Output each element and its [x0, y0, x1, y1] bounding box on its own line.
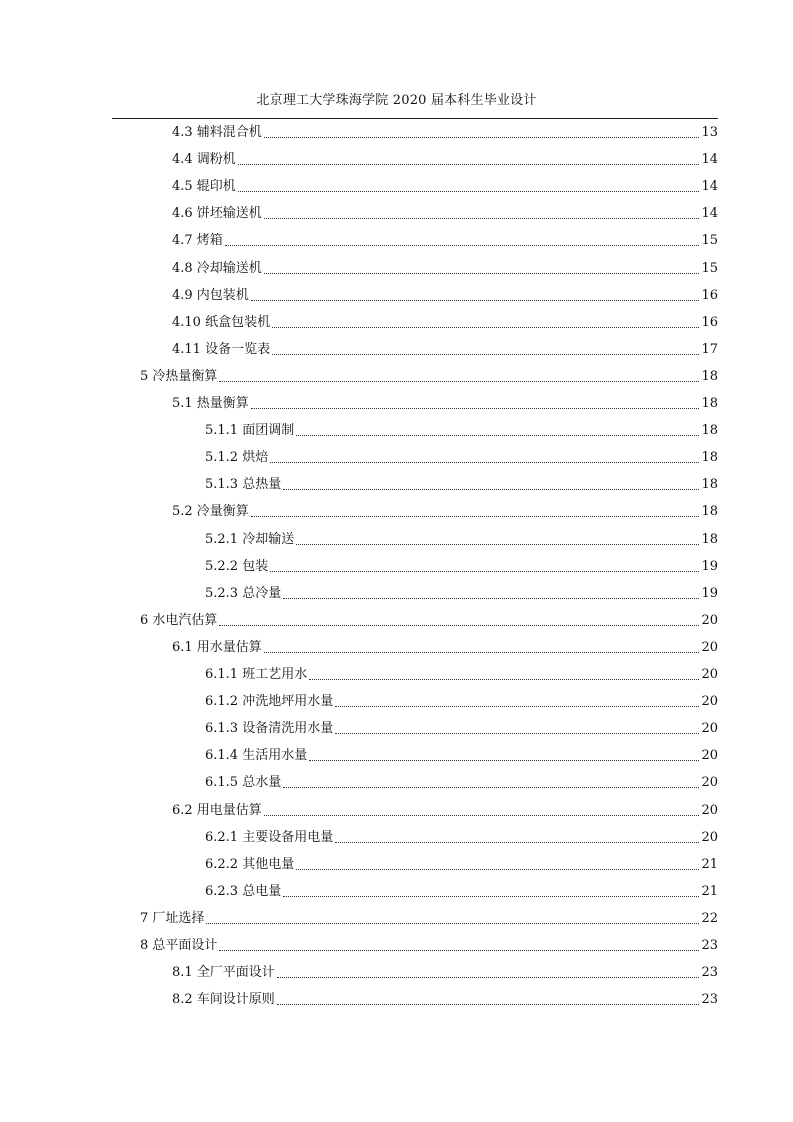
toc-entry-page-number: 20: [701, 721, 718, 737]
toc-leader-dots: [283, 489, 699, 490]
toc-leader-dots: [225, 245, 700, 246]
toc-entry-page-number: 20: [701, 802, 718, 818]
toc-entry-page-number: 21: [701, 883, 718, 899]
toc-entry-page-number: 20: [701, 775, 718, 791]
toc-entry-label: 4.3 辅料混合机: [172, 125, 262, 140]
toc-entry[interactable]: [205, 746, 718, 766]
toc-entry-page-number: 20: [701, 694, 718, 710]
toc-leader-dots: [251, 300, 700, 301]
toc-entry[interactable]: [172, 394, 718, 414]
toc-entry[interactable]: [172, 231, 718, 251]
toc-leader-dots: [264, 273, 700, 274]
toc-entry[interactable]: [205, 773, 718, 793]
toc-entry-page-number: 23: [701, 965, 718, 981]
toc-entry-label: 6.2.3 总电量: [205, 883, 282, 899]
toc-entry[interactable]: [205, 665, 718, 685]
toc-entry-page-number: 22: [701, 910, 718, 926]
toc-entry-label: 5.2.3 总冷量: [205, 585, 282, 601]
toc-entry-page-number: 18: [701, 450, 718, 466]
toc-entry-page-number: 14: [701, 206, 718, 222]
toc-leader-dots: [335, 733, 699, 734]
toc-entry[interactable]: [140, 367, 718, 387]
toc-entry[interactable]: [172, 801, 718, 821]
toc-entry-label: 8.2 车间设计原则: [172, 992, 275, 1008]
toc-entry[interactable]: [172, 259, 718, 279]
toc-entry-page-number: 18: [701, 423, 718, 439]
toc-entry-page-number: 18: [701, 396, 718, 411]
toc-entry[interactable]: [140, 936, 718, 956]
toc-entry[interactable]: [205, 475, 718, 495]
toc-leader-dots: [283, 598, 699, 599]
toc-entry-page-number: 15: [701, 233, 718, 249]
toc-entry-label: 5.1.2 烘焙: [205, 450, 269, 466]
toc-entry-page-number: 20: [701, 639, 718, 655]
toc-entry-label: 6.1 用水量估算: [172, 639, 262, 655]
toc-entry-label: 4.11 设备一览表: [172, 341, 271, 357]
toc-leader-dots: [277, 1004, 700, 1005]
toc-entry[interactable]: [205, 828, 718, 848]
toc-entry-label: 4.8 冷却输送机: [172, 260, 262, 276]
toc-entry-label: 8 总平面设计: [140, 938, 218, 953]
toc-entry-page-number: 13: [701, 125, 718, 140]
toc-entry[interactable]: [140, 611, 718, 631]
toc-leader-dots: [264, 137, 700, 138]
toc-entry-page-number: 20: [701, 612, 718, 628]
toc-entry-label: 5.1.3 总热量: [205, 477, 282, 493]
toc-leader-dots: [272, 327, 699, 328]
toc-entry-page-number: 18: [701, 477, 718, 493]
toc-entry-label: 5.2.1 冷却输送: [205, 531, 295, 547]
page-header-title: 北京理工大学珠海学院 2020 届本科生毕业设计: [256, 93, 537, 108]
toc-leader-dots: [309, 679, 699, 680]
toc-entry-label: 6.1.3 设备清洗用水量: [205, 721, 334, 737]
toc-entry[interactable]: [172, 638, 718, 658]
toc-entry[interactable]: [205, 530, 718, 550]
toc-entry-label: 4.4 调粉机: [172, 152, 236, 168]
toc-leader-dots: [283, 896, 699, 897]
toc-entry-label: 6.1.5 总水量: [205, 775, 282, 791]
toc-entry[interactable]: [172, 150, 718, 170]
toc-leader-dots: [264, 652, 700, 653]
toc-entry-label: 5.2.2 包装: [205, 558, 269, 574]
toc-entry-label: 4.6 饼坯输送机: [172, 206, 262, 222]
toc-entry-label: 6.2.1 主要设备用电量: [205, 829, 334, 845]
toc-entry[interactable]: [205, 855, 718, 875]
toc-entry-page-number: 20: [701, 829, 718, 845]
toc-entry[interactable]: [205, 421, 718, 441]
toc-entry-page-number: 20: [701, 748, 718, 764]
toc-entry-label: 5.2 冷量衡算: [172, 504, 249, 520]
toc-leader-dots: [277, 977, 700, 978]
toc-entry-page-number: 23: [701, 992, 718, 1008]
toc-entry-page-number: 23: [701, 938, 718, 953]
toc-leader-dots: [296, 435, 699, 436]
toc-entry-label: 6.1.2 冲洗地坪用水量: [205, 694, 334, 710]
toc-entry-label: 4.9 内包装机: [172, 287, 249, 303]
toc-leader-dots: [206, 923, 699, 924]
toc-entry-label: 4.10 纸盒包装机: [172, 314, 271, 330]
toc-entry-page-number: 20: [701, 667, 718, 682]
toc-entry-page-number: 17: [701, 341, 718, 357]
toc-entry-label: 6.2.2 其他电量: [205, 856, 295, 872]
toc-entry[interactable]: [205, 448, 718, 468]
toc-entry[interactable]: [172, 502, 718, 522]
toc-entry[interactable]: [205, 719, 718, 739]
toc-leader-dots: [283, 787, 699, 788]
toc-entry[interactable]: [172, 177, 718, 197]
toc-leader-dots: [335, 706, 699, 707]
toc-entry-label: 7 厂址选择: [140, 910, 205, 926]
toc-entry-page-number: 16: [701, 314, 718, 330]
toc-leader-dots: [219, 381, 699, 382]
toc-entry-page-number: 18: [701, 368, 718, 384]
toc-entry-label: 4.7 烤箱: [172, 233, 223, 249]
toc-leader-dots: [296, 544, 699, 545]
toc-leader-dots: [335, 842, 699, 843]
toc-entry-label: 5.1 热量衡算: [172, 396, 249, 411]
toc-leader-dots: [296, 869, 699, 870]
toc-leader-dots: [309, 760, 699, 761]
toc-entry-page-number: 14: [701, 152, 718, 168]
toc-entry[interactable]: [172, 204, 718, 224]
toc-leader-dots: [270, 571, 699, 572]
toc-entry-page-number: 19: [701, 585, 718, 601]
toc-leader-dots: [264, 218, 700, 219]
toc-entry-label: 6.2 用电量估算: [172, 802, 262, 818]
toc-leader-dots: [219, 950, 699, 951]
toc-entry[interactable]: [172, 963, 718, 983]
toc-entry[interactable]: [205, 882, 718, 902]
toc-entry[interactable]: [172, 286, 718, 306]
toc-leader-dots: [219, 625, 699, 626]
toc-leader-dots: [251, 408, 700, 409]
toc-leader-dots: [251, 516, 700, 517]
toc-entry[interactable]: [140, 909, 718, 929]
toc-entry-label: 6.1.4 生活用水量: [205, 748, 308, 764]
toc-leader-dots: [238, 191, 700, 192]
toc-entry[interactable]: [172, 313, 718, 333]
toc-entry-label: 6 水电汽估算: [140, 612, 218, 628]
toc-leader-dots: [238, 164, 700, 165]
toc-leader-dots: [264, 815, 700, 816]
toc-entry[interactable]: [205, 584, 718, 604]
toc-entry[interactable]: [172, 340, 718, 360]
toc-entry-label: 6.1.1 班工艺用水: [205, 667, 308, 682]
toc-entry-label: 5.1.1 面团调制: [205, 423, 295, 439]
toc-entry-label: 8.1 全厂平面设计: [172, 965, 275, 981]
toc-entry-page-number: 18: [701, 531, 718, 547]
toc-entry-label: 5 冷热量衡算: [140, 368, 218, 384]
toc-entry[interactable]: [205, 692, 718, 712]
toc-entry[interactable]: [172, 990, 718, 1010]
toc-entry-page-number: 15: [701, 260, 718, 276]
toc-entry-label: 4.5 辊印机: [172, 179, 236, 195]
toc-leader-dots: [272, 354, 699, 355]
toc-entry[interactable]: [172, 123, 718, 143]
toc-entry[interactable]: [205, 557, 718, 577]
toc-entry-page-number: 19: [701, 558, 718, 574]
toc-entry-page-number: 14: [701, 179, 718, 195]
header-rule: [112, 118, 718, 119]
toc-entry-page-number: 21: [701, 856, 718, 872]
toc-entry-page-number: 16: [701, 287, 718, 303]
toc-entry-page-number: 18: [701, 504, 718, 520]
toc-leader-dots: [270, 462, 699, 463]
